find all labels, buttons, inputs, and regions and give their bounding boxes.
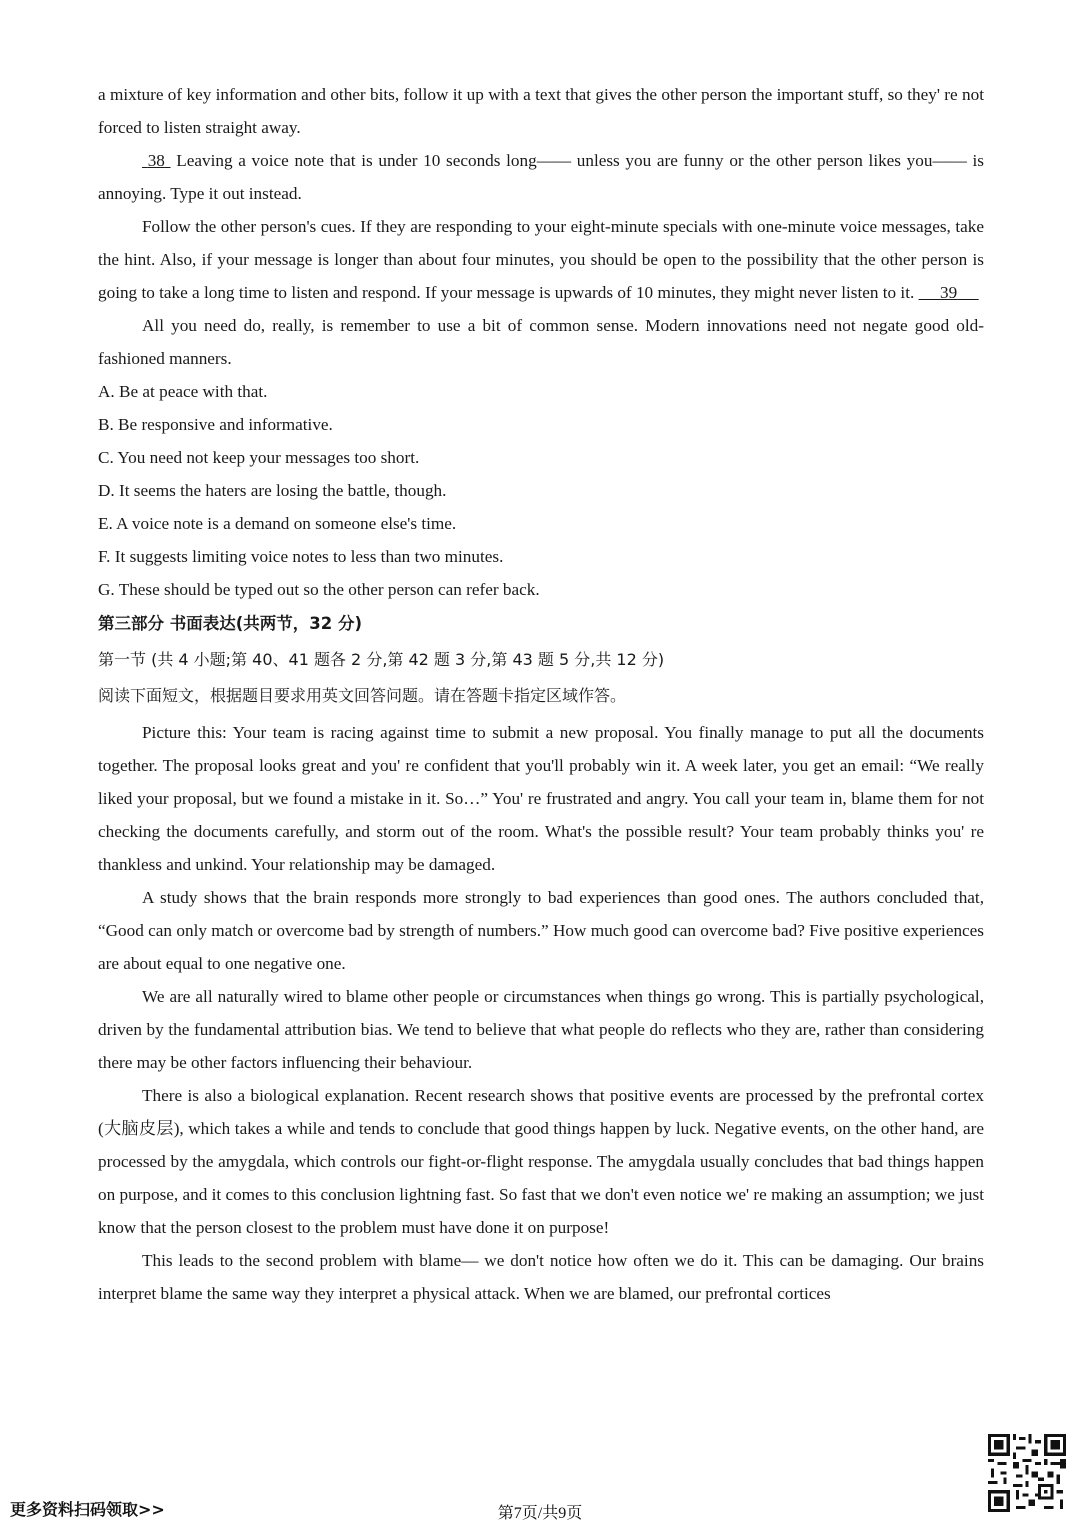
blank-39-number: 39 bbox=[940, 283, 958, 302]
paragraph-continued: a mixture of key information and other bits, follow it up with a text that gives the other person the important stuff, so they' re not forced to listen straight away. bbox=[98, 85, 984, 137]
passage-paragraph-3: We are all naturally wired to blame other people or circumstances when things go wrong. This is partially psychological, driven by the fundamental attribution bias. We tend to believe that what people do reflects who they are, rather than considering there may be other factors influencing their behaviour. bbox=[98, 987, 984, 1072]
paragraph-common-sense: All you need do, really, is remember to use a bit of common sense. Modern innovations need not negate good old-fashioned manners. bbox=[98, 316, 984, 368]
document-page bbox=[98, 78, 984, 1310]
qr-code-icon[interactable] bbox=[988, 1434, 1066, 1512]
paragraph-blank-38 bbox=[98, 144, 984, 210]
blank-38-number: 38 bbox=[147, 151, 165, 170]
options-list bbox=[98, 375, 984, 606]
option-g: G. These should be typed out so the other person can refer back. bbox=[98, 580, 540, 599]
option-a: A. Be at peace with that. bbox=[98, 382, 268, 401]
option-b: B. Be responsive and informative. bbox=[98, 415, 333, 434]
subsection-title: 第一节 (共 4 小题;第 40、41 题各 2 分,第 42 题 3 分,第 43 题 5 分,共 12 分) bbox=[98, 650, 665, 669]
option-d: D. It seems the haters are losing the battle, though. bbox=[98, 481, 447, 500]
passage-paragraph-5: This leads to the second problem with blame— we don't notice how often we do it. This can be damaging. Our brains interpret blame the same way they interpret a physical attack. When we are blamed, our prefrontal cortices bbox=[98, 1251, 984, 1303]
blank-38 bbox=[142, 151, 171, 170]
instruction: 阅读下面短文，根据题目要求用英文回答问题。请在答题卡指定区域作答。 bbox=[98, 686, 627, 705]
paragraph-text: Leaving a voice note that is under 10 seconds long—— unless you are funny or the other person likes you—— is annoying. Type it out instead. bbox=[98, 151, 984, 203]
section-title: 第三部分 书面表达(共两节，32 分) bbox=[98, 614, 363, 633]
passage-paragraph-4: There is also a biological explanation. Recent research shows that positive events are processed by the prefrontal cortex (大脑皮层), which takes a while and tends to conclude that good things happen by luck. Negative events, on the other hand, are processed by the amygdala, which controls our fight-or-flight response. The amygdala usually concludes that bad things happen on purpose, and it comes to this conclusion lightning fast. So fast that we don't even notice we' re making an assumption; we just know that the person closest to the problem must have done it on purpose! bbox=[98, 1086, 984, 1237]
option-c: C. You need not keep your messages too short. bbox=[98, 448, 420, 467]
page-number: 第7页/共9页 bbox=[497, 1505, 583, 1522]
blank-39 bbox=[919, 283, 979, 302]
passage-paragraph-1: Picture this: Your team is racing against time to submit a new proposal. You finally manage to put all the documents together. The proposal looks great and you' re confident that you'll probably win it. A week later, you get an email: “We really liked your proposal, but we found a mistake in it. So…” You' re frustrated and angry. You call your team in, blame them for not checking the documents carefully, and storm out of the room. What's the possible result? Your team probably thinks you' re thankless and unkind. Your relationship may be damaged. bbox=[98, 723, 984, 874]
paragraph-text: Follow the other person's cues. If they are responding to your eight-minute specials with one-minute voice messages, take the hint. Also, if your message is longer than about four minutes, you should be open to the possibility that the other person is going to take a long time to listen and respond. If your message is upwards of 10 minutes, they might never listen to it. bbox=[98, 217, 984, 302]
option-f: F. It suggests limiting voice notes to less than two minutes. bbox=[98, 547, 504, 566]
option-e: E. A voice note is a demand on someone else's time. bbox=[98, 514, 457, 533]
footer-promo[interactable]: 更多资料扫码领取>> bbox=[10, 1500, 165, 1519]
paragraph-cues bbox=[98, 210, 984, 309]
passage-paragraph-2: A study shows that the brain responds more strongly to bad experiences than good ones. The authors concluded that, “Good can only match or overcome bad by strength of numbers.” How much good can overcome bad? Five positive experiences are about equal to one negative one. bbox=[98, 888, 984, 973]
passage bbox=[98, 716, 984, 1310]
